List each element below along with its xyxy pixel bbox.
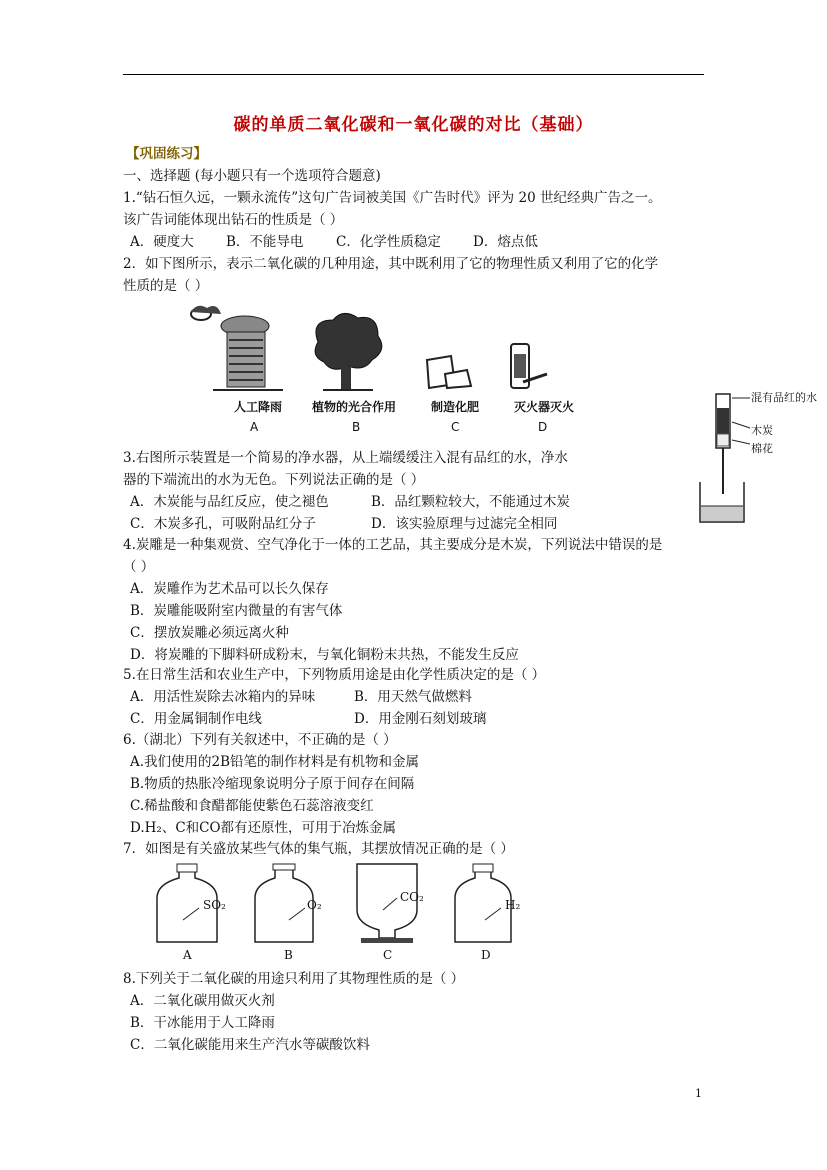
q7-gas-d: H₂ [505,898,521,912]
part-heading: 一、选择题 (每小题只有一个选项符合题意) [123,168,381,184]
q5-option-d: D．用金刚石刻划玻璃 [354,711,487,727]
q5-option-b: B．用天然气做燃料 [354,689,472,705]
q2-caption-b: 植物的光合作用 [311,400,396,414]
q3-option-a: A．木炭能与品红反应，使之褪色 [130,494,329,510]
q1-option-c: C．化学性质稳定 [336,234,441,250]
q4-option-c: C．摆放炭雕必须远离火种 [130,625,289,641]
q7-gas-b: O₂ [307,898,322,912]
q8-option-c: C．二氧化碳能用来生产汽水等碳酸饮料 [130,1037,370,1053]
q8-stem: 8.下列关于二氧化碳的用途只利用了其物理性质的是（ ） [123,971,465,987]
page-title: 碳的单质二氧化碳和一氧化碳的对比（基础） [233,115,594,135]
co2-uses-figure [183,302,583,398]
q4-option-a: A．炭雕作为艺术品可以长久保存 [130,581,329,597]
fertilizer-bags-drawing [427,356,471,388]
q7-letter-d: D [481,948,491,962]
q1-option-d: D．熔点低 [473,234,538,250]
q6-option-a: A.我们使用的2B铅笔的制作材料是有机物和金属 [130,754,420,770]
q2-letter-d: D [538,420,548,434]
q8-option-b: B．干冰能用于人工降雨 [130,1015,275,1031]
q4-stem-line2: （ ） [123,559,155,575]
fig-label-charcoal: 木炭 [751,424,773,437]
q2-stem-line1: 2．如下图所示，表示二氧化碳的几种用途，其中既利用了它的物理性质又利用了它的化学 [123,256,659,272]
q1-stem-line2: 该广告词能体现出钻石的性质是（ ） [123,212,344,228]
q1-option-b: B．不能导电 [226,234,304,250]
q7-letter-a: A [183,948,192,962]
q2-caption-c: 制造化肥 [430,400,479,414]
q1-option-a: A．硬度大 [130,234,194,250]
q3-option-c: C．木炭多孔，可吸附品红分子 [130,516,316,532]
q6-option-d: D.H₂、C和CO都有还原性，可用于冶炼金属 [130,820,397,836]
extinguisher-drawing [511,344,547,388]
q8-option-a: A．二氧化碳用做灭火剂 [130,993,275,1009]
q7-stem: 7．如图是有关盛放某些气体的集气瓶，其摆放情况正确的是（ ） [123,841,514,857]
header-rule [123,74,704,75]
q5-option-a: A．用活性炭除去冰箱内的异味 [130,689,316,705]
q7-gas-c: CO₂ [400,890,424,904]
q5-option-c: C．用金属铜制作电线 [130,711,262,727]
q2-caption-a: 人工降雨 [233,400,282,414]
bottle-b [255,864,313,942]
q3-option-d: D．该实验原理与过滤完全相同 [371,516,558,532]
fig-label-cotton: 棉花 [751,442,773,455]
bottle-d [455,864,511,942]
q7-gas-a: SO₂ [203,898,226,912]
q4-option-d: D．将炭雕的下脚料研成粉末，与氧化铜粉末共热，不能发生反应 [130,647,519,663]
q2-caption-d: 灭火器灭火 [513,400,574,414]
q2-letter-a: A [250,420,259,434]
q2-letter-b: B [352,420,361,434]
q3-option-b: B．品红颗粒较大，不能通过木炭 [371,494,570,510]
rain-cloud-drawing [191,306,283,390]
q3-stem-line2: 器的下端流出的水为无色。下列说法正确的是（ ） [123,472,425,488]
water-purifier-figure [692,386,752,528]
q6-stem: 6.（湖北）下列有关叙述中，不正确的是（ ） [123,732,397,748]
fig-label-water: 混有品红的水 [751,391,817,404]
q3-stem-line1: 3.右图所示装置是一个简易的净水器，从上端缓缓注入混有品红的水，净水 [123,450,568,466]
section-label: 【巩固练习】 [126,146,207,162]
q5-stem: 5.在日常生活和农业生产中，下列物质用途是由化学性质决定的是（ ） [123,667,546,683]
q6-option-c: C.稀盐酸和食醋都能使紫色石蕊溶液变红 [130,798,374,814]
page-number: 1 [695,1087,702,1100]
q4-stem-line1: 4.炭雕是一种集观赏、空气净化于一体的工艺品，其主要成分是木炭，下列说法中错误的是 [123,537,663,553]
q2-stem-line2: 性质的是（ ） [123,278,209,294]
q2-letter-c: C [451,420,460,434]
q1-stem-line1: 1.“钻石恒久远，一颗永流传”这句广告词被美国《广告时代》评为 20 世纪经典广告之一。 [123,190,662,206]
q6-option-b: B.物质的热胀冷缩现象说明分子原于间存在间隔 [130,776,415,792]
q4-option-b: B．炭雕能吸附室内微量的有害气体 [130,603,343,619]
tree-drawing [315,313,382,390]
q7-letter-b: B [284,948,293,962]
q7-letter-c: C [383,948,393,962]
